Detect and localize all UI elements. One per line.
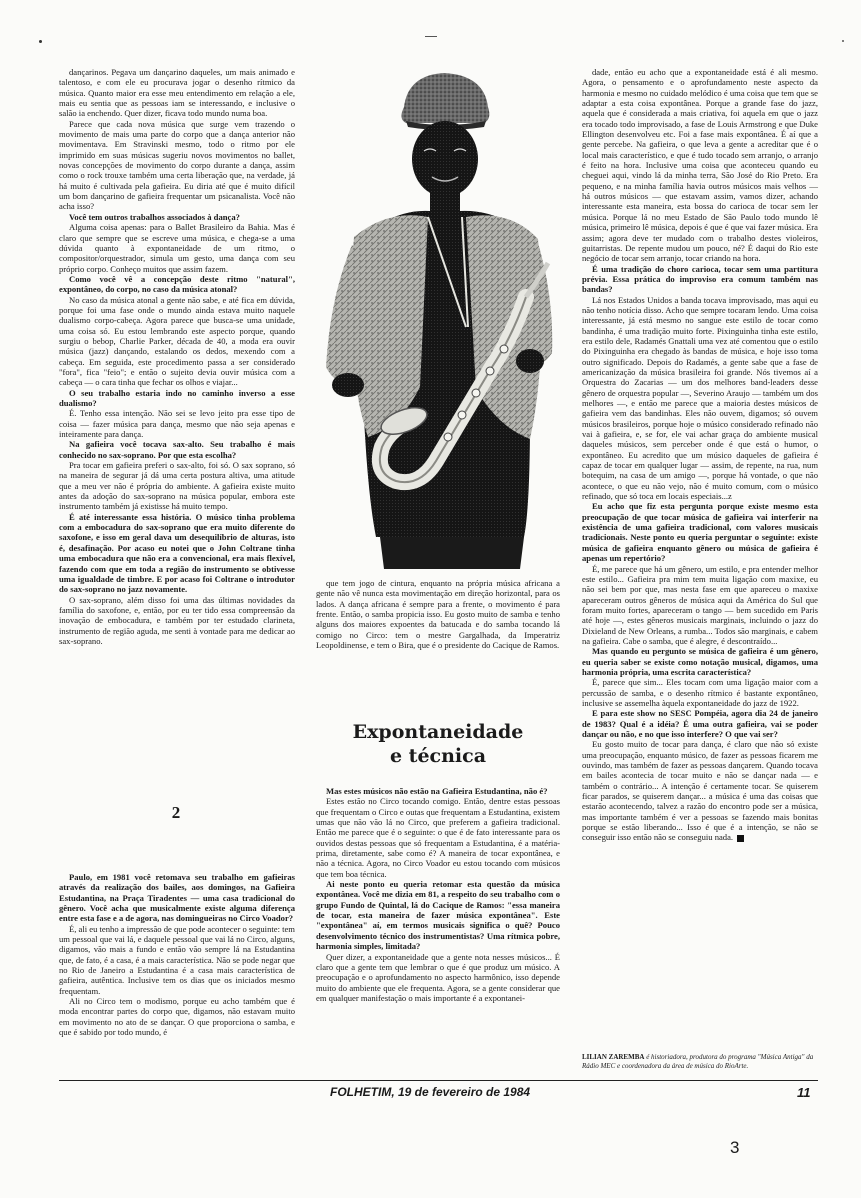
- scan-speck: [425, 36, 437, 37]
- interview-question: Paulo, em 1981 você retomava seu trabalho em gafieiras através da realização dos bailes, aos domingos, na Gafieira Estudantina, na Praça Tiradentes — uma casa tradicional do gênero. Você acha que musicalmente existe alguma diferença entre esta fase e a de agora, nas domingueiras no Circo Voador?: [59, 872, 295, 924]
- saxophonist-photo: [316, 67, 560, 569]
- interview-answer: dade, então eu acho que a expontaneidade está é ali mesmo. Agora, o pensamento e o aprofundamento neste aspecto da harmonia e mesmo no cuidado melódico é uma coisa que tem que se adaptar a esta coisa expontânea. Porque a grande fase do jazz, aquela que é considerada a mais criativa, foi aquela em que o jazz era tocado todo improvisado, a fase de Louis Armstrong e que Duke Ellington desenvolveu etc. Foi a fase mais expontânea. É aí que a gente percebe. Na gafieira, o que leva a gente a acreditar que é o local mais característico, e que é tudo tocado sem arranjo, o arranjo é feito na hora. Inclusive uma coisa que aconteceu quando eu cheguei aqui, vindo lá da minha terra, São José do Rio Preto. Era pequeno, e na minha família havia outros músicos mais velhos — há outros músicos — que estavam assim, vamos dizer, achando interessante esta maneira, esta bossa do carioca de tocar sem ler música. Porque lá no meu Estado de São Paulo todo mundo lê música, primeiro lê música, depois é que é que vai fazer música. Era assim; agora deve ter mudado com o trabalho destes violeiros, guitarristas. De repente mudou um pouco, né? É daqui do Rio este negócio de tocar sem arranjo, tocar criando na hora.: [582, 67, 818, 264]
- interview-answer: que tem jogo de cintura, enquanto na própria música africana a gente não vê nunca esta movimentação em direção horizontal, para os lados. A dança africana é sempre para a frente, o movimento é para frente. Então, o samba propicia isso. Eu gosto muito de samba e tenho alguns dos maiores expoentes da batucada e do samba tocando lá comigo no Circo: tem o mestre Gargalhada, da Imperatriz Leopoldinense, e tem o Bira, que é o presidente do Cacique de Ramos.: [316, 578, 560, 651]
- footer-publication: FOLHETIM, 19 de fevereiro de 1984: [330, 1085, 531, 1099]
- interview-question: E para este show no SESC Pompéia, agora dia 24 de janeiro de 1983? Qual é a idéia? É uma outra gafieira, vai se poder dançar ou não, e no que isso interfere? O que vai ser?: [582, 708, 818, 739]
- interview-answer: É, me parece que há um gênero, um estilo, e pra entender melhor este estilo... Gafieira pra mim tem muita ligação com maxixe, eu não sei bem por que, mas nesta fase em que apareceu o maxixe apareceram outros gêneros de música aqui da América do Sul que foram muito fortes, apareceram o tango — bem sucedido em Paris até hoje —, estes gêneros musicais marginais, incluindo o jazz do Dixieland de New Orleans, a rumba... Todos são marginais, e cabem na gafieira. Cabe o samba, que é alegre, é descontraído...: [582, 563, 818, 646]
- interview-question: Ai neste ponto eu queria retomar esta questão da música expontânea. Você me dizia em 81, a respeito do seu trabalho com o grupo Fundo de Quintal, lá do Cacique de Ramos: "essa maneira de tocar, esta maneira de fazer música expontânea". Este "expontânea" aí, em termos musicais significa o quê? Pouco desenvolvimento técnico dos instrumentistas? Uma rítmica pobre, harmonia simples, limitada?: [316, 879, 560, 952]
- author-credit: [582, 1053, 818, 1070]
- end-of-article-mark: [737, 835, 744, 842]
- article-column-3: [582, 67, 818, 995]
- interview-answer: Quer dizer, a expontaneidade que a gente nota nesses músicos... É claro que a gente tem que lembrar o que é que produz um músico. A preocupação e o aprofundamento no aspecto harmônico, isso depende muito do ambiente que ele frequenta. Agora, se a gente considerar que em qualquer manifestação o mais importante é a expontanei-: [316, 951, 560, 1003]
- interview-answer: O sax-soprano, além disso foi uma das últimas novidades da família do saxofone, e, então, por eu ter tido essa compreensão da inovação de embocadura, e também por ter estudado clarineta, instrumento de região aguda, me senti à vontade para me dedicar ao sax-soprano.: [59, 594, 295, 646]
- interview-answer: Pra tocar em gafieira preferi o sax-alto, foi só. O sax soprano, só na maneira de segurar já dá uma certa postura altiva, uma atitude que a meu ver não é própria do ambiente. A gafieira existe muito antes da adoção do sax-soprano na música popular, embora este instrumento também já existisse há muito tempo.: [59, 460, 295, 512]
- interview-question: Como você vê a concepção deste ritmo "natural", expontâneo, do corpo, no caso da música atonal?: [59, 273, 295, 295]
- section-number: 2: [171, 803, 181, 822]
- article-title-line-1: Expontaneidade: [352, 721, 524, 743]
- interview-answer: Ali no Circo tem o modismo, porque eu acho também que é moda encontrar partes do corpo que, digamos, não estavam muito em movimento no ato de se dançar. O que proporciona o samba, e que é sabido por todo mundo, é: [59, 996, 295, 1038]
- interview-question: Você tem outros trabalhos associados à dança?: [69, 211, 240, 222]
- footer-rule: [59, 1080, 818, 1081]
- author-bio: é historiadora, produtora do programa "Música Antiga" da Rádio MEC e coordenadora da área de música do RioArte.: [582, 1053, 814, 1070]
- article-title: [316, 720, 560, 768]
- interview-question: É uma tradição do choro carioca, tocar sem uma partitura prévia. Essa prática do improviso era comum também nas bandas?: [582, 263, 818, 295]
- article-title-line-2: e técnica: [389, 745, 487, 767]
- interview-question: Na gafieira você tocava sax-alto. Seu trabalho é mais conhecido no sax-soprano. Por que esta escolha?: [59, 439, 295, 460]
- author-name: LILIAN ZAREMBA: [582, 1053, 645, 1061]
- interview-answer: É, parece que sim... Eles tocam com uma ligação maior com a percussão de samba, e o desenho rítmico é bastante expontâneo, inclusive se assemelha àquela expontaneidade do jazz de 1922.: [582, 677, 818, 708]
- interview-answer: Lá nos Estados Unidos a banda tocava improvisado, mas aqui eu não tenho notícia disso. Acho que sempre tocaram lendo. Uma coisa interessante, já está mesmo no sangue este estilo de tocar como bandinha, é uma tradição muito forte. Pixinguinha tinha este estilo, era estilo dele, Radamés Gnattali uma vez até comentou que o estilo do Pixinguinha era chegado às bandas de música, e hoje isso toma outro significado. Depois do Radamés, a gente sabe que a fase de americanização da música brasileira foi grande. Nós tivemos aí a Orquestra do Zacarias — um dos melhores band-leaders desse gênero de orquestra popular —, Severino Araujo — também um dos melhores —, e então me parece que a maioria destes músicos de gafieira vem das bandinhas. Eles não ouvem, digamos; só ouvem músicos brasileiros, porque hoje o músico considerado refinado não vai à gafieira, e, se for, ele vai achar graça do ambiente musical daqueles músicos, sem perceber onde é que está o humor, o expontâneo. Eu acredito que um músico daqueles de gafieira é capaz de tocar em qualquer lugar — assim, de repente, na rua, num botequim, na casa de um amigo —, porque há vontade, o que não acontece, o que eu não vejo, não é muito comum, com o músico refinado, que só toca em locais especiais...z: [582, 294, 818, 502]
- scan-speck: [842, 40, 844, 42]
- interview-answer: É. Tenho essa intenção. Não sei se levo jeito pra esse tipo de coisa — fazer música para dança, mesmo que não seja apenas e inteiramente para dança.: [59, 408, 295, 440]
- footer-page-number: 11: [797, 1085, 811, 1100]
- interview-question: Mas estes músicos não estão na Gafieira Estudantina, não é?: [326, 786, 548, 796]
- interview-answer: Estes estão no Circo tocando comigo. Então, dentre estas pessoas que frequentam o Circo e outas que frequentam a Estudantina, existem umas que não vão lá no Circo, que preferem a gafieira tradicional. Então me parece que é o seguinte: o que é de fato interessante para os ouvidos destas pessoas que só frequentam a Estudantina, é a matéria-prima, diretamente, sabe como é? A maneira de tocar expontânea, e não a técnica. Agora, no Circo Voador eu estou tocando com músicos que tem boa técnica.: [316, 796, 560, 879]
- interview-question: O seu trabalho estaria indo no caminho inverso a esse dualismo?: [59, 387, 295, 408]
- article-column-2-bottom: [316, 786, 560, 1004]
- article-column-1: [59, 67, 295, 862]
- interview-answer: Parece que cada nova música que surge vem trazendo o movimento de mais uma parte do corpo que a dança anterior não movimentava. Em Stravinski mesmo, todo o ritmo por ele imprimido em suas músicas sugeriu novos movimentos no ballet, novas concepções de movimento do corpo durante a dança, assim como o rock trouxe também uma certa liberação que, na verdade, já há muito é cultivada pela gafieira. Eu diria até que é muito difícil um bom dançarino de gafieira frequentar um psicanalista. Você não acha isso?: [59, 118, 295, 212]
- scan-page-number: 3: [730, 1138, 740, 1157]
- interview-question: Mas quando eu pergunto se música de gafieira é um gênero, eu queria saber se existe como notação musical, digamos, uma harmonia própria, uma escrita característica?: [582, 646, 818, 677]
- interview-question: Eu acho que fiz esta pergunta porque existe mesmo esta preocupação de que tocar música de gafieira vai interferir na existência de uma gafieira tradicional, com valores musicais tradicionais. Neste ponto eu queria perguntar o seguinte: existe música de gafieira enquanto gênero ou música de gafieira é apenas um repertório?: [582, 501, 818, 564]
- interview-answer: Eu gosto muito de tocar para dança, é claro que não só existe uma preocupação, enquanto músico, de fazer as pessoas ficarem me ouvindo, mas também de fazer as pessoas dançarem. Quando tocava em bailes acontecia de tocar muito e não se dançar nada — e também o contrário... A intenção é certamente tocar. Se quiserem ficar parados, se quiserem dançar... a música é uma das coisas que estarão acontecendo, talvez a razão do encontro pode ser a música, mas importante também é ver a pessoas se fazendo mais bonitas porque se estão liberando... Isso é que é a intenção, se não se conseguir isso então não se conseguiu nada.: [582, 739, 818, 843]
- interview-question: É até interessante essa história. O músico tinha problema com a embocadura do sax-soprano que era muito diferente do saxofone, e isso em geral dava um desequilíbrio de alturas, isto é, desafinação. Por acaso eu notei que o John Coltrane tinha uma embocadura que não era a convencional, era mais flexível, fazendo com que em toda a região do instrumento se obtivesse uma igualdade de timbre. E por acaso foi Coltrane o introdutor do sax-soprano no jazz novamente.: [59, 511, 295, 595]
- article-column-2-top: [316, 578, 560, 710]
- scan-speck: [39, 40, 42, 43]
- interview-answer: Alguma coisa apenas: para o Ballet Brasileiro da Bahia. Mas é claro que sempre que se escreve uma música, e chega-se a uma dúvida quanto à expontaneidade de um ritmo, o compositor/orquestrador, simula um gesto, uma dança com seu próprio corpo. Conheço muitos que assim fazem.: [59, 222, 295, 274]
- interview-answer: dançarinos. Pegava um dançarino daqueles, um mais animado e talentoso, e com ele eu procurava jogar o desenho rítmico da música. Quanto maior era esse meu entendimento em relação a ele, mais eu sentia que as pessoas iam se interessando, e inclusive o salão ia enchendo. Quer dizer, ficava todo mundo numa boa.: [59, 67, 295, 119]
- interview-answer: É, ali eu tenho a impressão de que pode acontecer o seguinte: tem um pessoal que vai lá, e daquele pessoal que vai lá no Circo, alguns, digamos, vão mais a fundo e então vão sempre lá na Estudantina que, de fato, é a casa, é a mais característica. Não se pode negar que no Rio de Janeiro a Estudantina é a casa mais característica de gafieira, autêntica. Inclusive tem os dias que os iniciados mesmo frequentam.: [59, 923, 295, 996]
- interview-answer: No caso da música atonal a gente não sabe, e até fica em dúvida, porque foi uma fase onde o mundo ainda estava muito naquele dualismo corpo-cabeça. Agora parece que busca-se uma unidade, uma coisa só. Eu estou lembrando este aspecto porque, quando surgiu o bebop, Charlie Parker, década de 40, a moda era ouvir música (jazz) dançando, estalando os dedos, mexendo com a cabeça. Em seguida, este procedimento passa a ser considerado "fora", fica "feio"; e então o sujeito devia ouvir música com a cabeça — o cara tinha que fechar os olhos e viajar...: [59, 294, 295, 388]
- article-column-1-bottom: [59, 872, 295, 1038]
